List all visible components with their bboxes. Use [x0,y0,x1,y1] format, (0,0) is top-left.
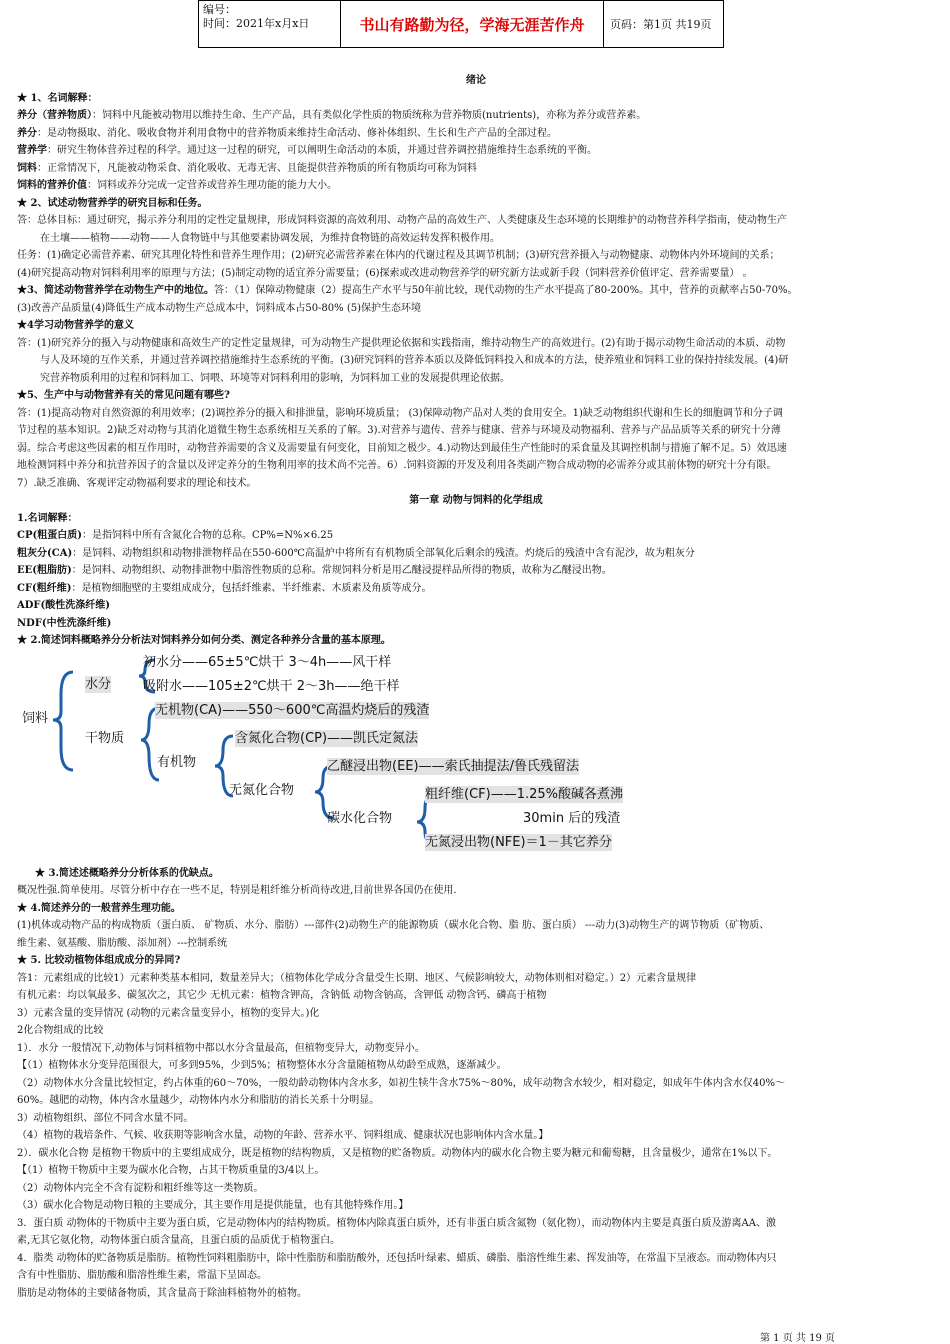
document-body [17,72,935,1302]
answer-text: 60%。越肥的动物，体内含水量越少，动物体内水分和脂肪的消长关系十分明显。 [17,1095,380,1106]
answer-text: 7）.缺乏准确、客观评定动物福利要求的理论和技术。 [17,477,257,489]
question-heading: ★ 1、名词解释： [17,92,98,104]
feed-analysis-diagram [17,654,642,859]
header-motto: 书山有路勤为径，学海无涯苦作舟 [341,1,604,47]
answer-text: 答：(1)研究养分的摄入与动物健康和高效生产的定性定量规律，可为动物生产提供理论依据和实践指南，维持动物生产的高效进行。(2)有助于揭示动物生命活动的本质、动物 [17,337,786,349]
definition [17,545,935,563]
chapter-title: 第一章 动物与饲料的化学组成 [409,495,543,506]
answer-text: 3）元素含量的变异情况 (动物的元素含量变异小，植物的变异大。)化 [17,1007,320,1019]
answer-text: (1)机体或动物产品的构成物质（蛋白质、 矿物质、水分、脂肪）---部件(2)动物生产的能源物质（碳水化合物、脂 肪、蛋白质） ---动力(3)动物生产的调节物质（矿物质、 [17,920,770,931]
term: 饲料 [17,162,37,174]
page-header [198,0,724,48]
question-heading: ★ 3.简述述概略养分分析体系的优缺点。 [35,867,219,879]
answer-text: 2化合物组成的比较 [17,1025,104,1036]
answer-text: （3）碳水化合物是动物日粮的主要成分，其主要作用是提供能量，也有其他特殊作用。】 [17,1200,409,1211]
node-feed: 饲料 [22,710,49,726]
definition [17,125,935,143]
answer-text: 答：总体目标：通过研究，揭示养分利用的定性定量规律，形成饲料资源的高效利用、动物产品的高效生产、人类健康及生态环境的长期维护的动物营养科学指南，使动物生产 [17,215,787,226]
definition-text: ：是饲料、动物组织、动物排泄物中脂溶性物质的总称。常规饲料分析是用乙醚浸提样品所得的物质，故称为乙醚浸出物。 [71,565,612,576]
node-ee: 乙醚浸出物(EE)——索氏抽提法/鲁氏残留法 [327,758,579,774]
node-carbs: 碳水化合物 [327,810,393,826]
answer-text: 素,无其它氨化物，动物体蛋白质含量高，且蛋白质的品质优于植物蛋白。 [17,1235,341,1246]
definition-text: ：饲料中凡能被动物用以维持生命、生产产品，具有类似化学性质的物质统称为营养物质(nutrients)，亦称为养分或营养素。 [92,110,647,121]
answer-text: 弱。综合考虑这些因素的相互作用时，动物营养需要的含义及需要量有何变化，目前知之极少。4.)动物达到最佳生产性能时的采食量及其调控机制与措施了解不足。5）效迅速 [17,442,787,454]
answer-text: 维生素、氨基酸、脂肪酸、添加剂）---控制系统 [17,937,228,949]
page-footer: 第 1 页 共 19 页 [760,1333,835,1344]
node-cp: 含氮化合物(CP)——凯氏定氮法 [235,730,419,746]
answer-text: 2）．碳水化合物 是植物干物质中的主要组成成分，既是植物的结构物质，又是植物的贮备物质。动物体内的碳水化合物主要为糖元和葡萄糖，且含量极少，通常在1%以下。 [17,1147,778,1159]
node-cf-continued: 30min 后的残渣 [523,810,621,826]
question-heading: ★3、简述动物营养学在动物生产中的地位。 [17,285,214,296]
answer-text: （4）植物的栽培条件、气候、收获期等影响含水量，动物的年龄、营养水平、饲料组成、健康状况也影响体内含水量。】 [17,1130,549,1141]
definition [17,527,935,545]
answer-text: 答：(1)提高动物对自然资源的利用效率；(2)调控养分的摄入和排泄量，影响环境质量； (3)保障动物产品对人类的食用安全。1)缺乏动物组织代谢和生长的细胞调节和分子调 [17,407,783,419]
answer-text: 任务：(1)确定必需营养素、研究其理化特性和营养生理作用；(2)研究必需营养素在体内的代谢过程及其调节机制；(3)研究营养摄入与动物健康、动物体内外环境间的关系； [17,250,780,261]
answer-text [17,282,935,300]
definition-text: ：饲料或养分完成一定营养或营养生理功能的能力大小。 [87,180,337,191]
node-ash: 无机物(CA)——550～600℃高温灼烧后的残渣 [155,702,430,718]
answer-text: 与人及环境的互作关系，并通过营养调控措施维持生态系统的平衡。(3)研究饲料的营养本质以及降低饲料投入和成本的方法，使养殖业和饲料工业的保持持续发展。(4)研 [40,355,789,366]
header-meta [199,1,341,47]
answer-text: 脂肪是动物体的主要储备物质，其含量高于除油料植物外的植物。 [17,1287,307,1299]
node-adsorbed-water: 吸附水——105±2℃烘干 2～3h——绝干样 [143,678,400,694]
header-page-info: 页码：第1页 共19页 [610,18,712,31]
definition [17,107,935,125]
term: CP(粗蛋白质) [17,530,82,541]
answer-text: （2）动物体水分含量比较恒定，约占体重的60～70%，一般幼龄动物体内含水多，如初生犊牛含水75%～80%，成年动物含水较少，相对稳定，如成年牛体内含水仅40%～ [17,1077,785,1089]
definition [17,160,935,178]
answer-text: 3）动植物组织、部位不同含水量不同。 [17,1112,194,1124]
term: NDF(中性洗涤纤维) [17,617,112,629]
definition-text: ：研究生物体营养过程的科学。通过这一过程的研究，可以阐明生命活动的本质，并通过营养调控措施维持生态系统的平衡。 [47,145,597,156]
bracket-feed [53,672,73,770]
term: 饲料的营养价值 [17,180,87,191]
node-cf: 粗纤维(CF)——1.25%酸碱各煮沸 [425,786,623,802]
node-water: 水分 [85,676,112,692]
answer-text: 有机元素：均以氧最多、碳氢次之，其它少 无机元素：植物含钾高，含钠低 动物含钠高，含钾低 动物含钙、磷高于植物 [17,990,547,1001]
definition-text: ：是指饲料中所有含氮化合物的总称。CP%=N%×6.25 [81,530,334,541]
answer-text: 答1：元素组成的比较1）元素种类基本相同，数量差异大；（植物体化学成分含量受生长期、地区、气候影响较大，动物体则相对稳定。）2）元素含量规律 [17,972,697,984]
answer-text: 【（1）植物干物质中主要为碳水化合物，占其干物质重量的3/4以上。 [17,1165,325,1176]
question-heading: ★ 2.简述饲料概略养分分析法对饲料养分如何分类、测定各种养分含量的基本原理。 [17,635,391,646]
question-heading: ★ 5. 比较动植物体组成成分的异同? [17,955,181,966]
section-title: 绪论 [466,75,486,86]
answer-text: (3)改善产品质量(4)降低生产成本动物生产总成本中，饲料成本占50-80% (5)保护生态环境 [17,302,422,314]
term: 养分（营养物质） [17,110,92,121]
answer-text: 4．脂类 动物体的贮备物质是脂肪。植物性饲料粗脂肪中，除中性脂肪和脂肪酸外，还包括叶绿素、蜡质、磷脂、脂溶性维生素、挥发油等，在常温下呈液态。而动物体内只 [17,1252,777,1264]
serial-label: 编号： [203,3,236,16]
answer-text: 在土壤——植物——动物——人食物链中与其他要素协调发展，为维持食物链的高效运转发挥积极作用。 [40,232,500,244]
term: CF(粗纤维) [17,582,72,594]
definition-text: ：是植物细胞壁的主要组成成分，包括纤维素、半纤维素、木质素及角质等成分。 [71,582,432,594]
definition [17,580,935,598]
answer-text: 1）．水分 一般情况下,动物体与饲料植物中都以水分含量最高，但植物变异大，动物变异小。 [17,1042,425,1054]
question-heading: ★ 2、试述动物营养学的研究目标和任务。 [17,197,208,209]
definition-text: ：是动物摄取、消化、吸收食物并利用食物中的营养物质来维持生命活动、修补体组织、生长和生产产品的全部过程。 [37,127,557,139]
node-nfe: 无氮浸出物(NFE)＝1－其它养分 [425,834,612,850]
answer-text: 究营养物质利用的过程和饲料加工、饲喂、环境等对饲料利用的影响，为饲料加工业的发展提供理论依据。 [40,372,510,384]
question-heading: ★ 4.简述养分的一般营养生理功能。 [17,902,181,914]
answer-text: 地检测饲料中养分和抗营养因子的含量以及评定养分的生物利用率的技术尚不完善。6）.饲料资源的开发及利用各类副产物合成动物的必需养分或其前体物的研究十分有限。 [17,460,777,471]
question-heading: 1.名词解释： [17,512,78,524]
answer-text: (4)研究提高动物对饲料利用率的原理与方法；(5)制定动物的适宜养分需要量；(6)探索或改进动物营养学的研究新方法或新手段（饲料营养价值评定、营养需要量） 。 [17,267,753,279]
answer-text: 3．蛋白质 动物体的干物质中主要为蛋白质，它是动物体内的结构物质。植物体内除真蛋白质外，还有非蛋白质含氮物（氨化物），而动物体内主要是真蛋白质及游离AA、激 [17,1217,776,1229]
definition-text: ：正常情况下，凡能被动物采食、消化吸收、无毒无害、且能提供营养物质的所有物质均可称为饲料 [37,162,477,174]
node-n-free: 无氮化合物 [229,782,295,798]
answer-text: 概况性强.简单使用。尽管分析中存在一些不足，特别是粗纤维分析尚待改进,目前世界各国仍在使用. [17,885,457,896]
node-dry-matter: 干物质 [85,730,125,746]
answer-text: （2）动物体内完全不含有淀粉和粗纤维等这一类物质。 [17,1182,264,1194]
term: 营养学 [17,145,47,156]
term: 粗灰分(CA) [17,547,73,559]
node-organic: 有机物 [157,754,197,770]
question-heading: ★5、生产中与动物营养有关的常见问题有哪些? [17,390,230,401]
definition-text: ：是饲料、动物组织和动物排泄物样品在550-600℃高温炉中将所有有机物质全部氧化后剩余的残渣。灼烧后的残渣中含有泥沙，故为粗灰分 [72,547,695,559]
answer-inline: 答：（1）保障动物健康（2）提高生产水平与50年前比较，现代动物的生产水平提高了80-200%。其中，营养的贡献率占50-70%。 [213,285,798,296]
answer-text: 【（1）植物体水分变异范围很大，可多到95%，少到5%；植物整体水分含量随植物从幼龄至成熟，逐渐减少。 [17,1060,507,1071]
term: 养分 [17,127,37,139]
term: EE(粗脂肪) [17,565,72,576]
answer-text: 含有中性脂肪、脂肪酸和脂溶性维生素，常温下呈固态。 [17,1270,267,1281]
definition [17,177,935,195]
term: ADF(酸性洗涤纤维) [17,600,110,611]
time-label: 时间：2021年x月x日 [203,17,310,30]
answer-text: 节过程的基本知识。2)缺乏对动物与其消化道微生物生态系统相互关系的了解。3).对营养与遗传、营养与健康、营养与环境及动物福利、营养与产品品质等关系的研究十分薄 [17,425,781,436]
node-initial-water: 初水分——65±5℃烘干 3～4h——风干样 [143,654,392,670]
definition [17,562,935,580]
definition [17,142,935,160]
question-heading: ★4学习动物营养学的意义 [17,320,134,331]
